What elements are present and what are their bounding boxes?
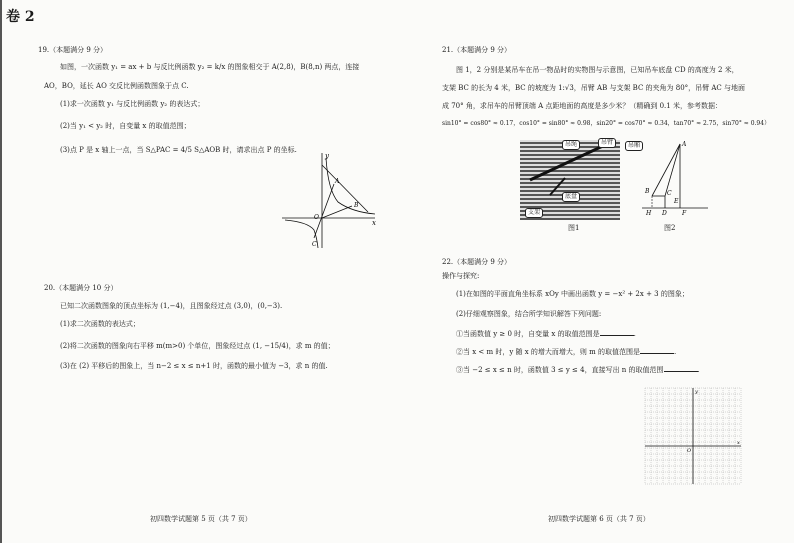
label-arm: 吊臂 xyxy=(598,138,616,148)
q22-sub3: ③当 −2 ≤ x ≤ n 时，函数值 3 ≤ y ≤ 4，直接写出 n 的取值范围 . xyxy=(456,366,700,374)
label-cab: 吊厢 xyxy=(625,141,643,151)
q19-line2: AO，BO，延长 AO 交反比例函数图象于点 C. xyxy=(44,82,189,90)
q21-line1: 图 1，2 分别是某吊车在吊一物品时的实物图与示意图，已知吊车底盘 CD 的高度为 2 米， xyxy=(456,66,739,74)
scan-edge xyxy=(0,0,2,543)
fig2-caption: 图2 xyxy=(664,224,676,232)
q19-part3: (3)点 P 是 x 轴上一点，当 S△PAC = 4/5 S△AOB 时，请求出点 P 的坐标. xyxy=(60,146,297,154)
line-ab xyxy=(322,165,368,212)
q21-line4: sin10° = cos80° ≈ 0.17，cos10° = sin80° ≈ 0.98，sin20° = cos70° ≈ 0.34，tan70° ≈ 2.75，sin70° ≈ 0.94） xyxy=(442,120,771,127)
fig2-label-c: C xyxy=(667,190,672,197)
fig2-label-e: E xyxy=(674,198,679,205)
q20-heading: 20.（本题满分 10 分） xyxy=(44,284,118,292)
grid-label-y: y xyxy=(695,389,698,395)
line-ob xyxy=(322,206,352,218)
q21-line3: 成 70° 角，求吊车的吊臂顶端 A 点距地面的高度是多少米？（精确到 0.1 米，参考数据： xyxy=(442,102,722,110)
q22-sub1: ①当函数值 y ≥ 0 时，自变量 x 的取值范围是 . xyxy=(456,330,636,338)
fig2-label-b: B xyxy=(645,188,650,195)
line-ac xyxy=(314,184,334,238)
q19-heading: 19.（本题满分 9 分） xyxy=(38,46,108,54)
left-footer: 初四数学试题第 5 页（共 7 页） xyxy=(150,515,252,523)
q19-graph xyxy=(280,150,380,250)
q22-coordinate-grid xyxy=(645,388,741,484)
q22-sub2: ②当 x < m 时，y 随 x 的增大而增大，则 m 的取值范围是 . xyxy=(456,348,677,356)
fig2-label-a: A xyxy=(682,141,687,148)
q19-part1: (1)求一次函数 y₁ 与反比例函数 y₂ 的表达式； xyxy=(60,100,205,108)
q22-intro: 操作与探究: xyxy=(442,272,480,280)
label-y: y xyxy=(325,152,329,160)
label-support: 支架 xyxy=(525,208,543,218)
label-c: C xyxy=(312,241,317,248)
label-a: A xyxy=(335,178,340,185)
q19-part2: (2)当 y₁ < y₂ 时，自变量 x 的取值范围； xyxy=(60,122,191,130)
grid-label-o: O xyxy=(687,448,692,454)
q19-line1: 如图，一次函数 y₁ = ax + b 与反比例函数 y₂ = k/x 的图象相交于 A(2,8)，B(8,n) 两点，连接 xyxy=(60,63,360,71)
right-footer: 初四数学试题第 6 页（共 7 页） xyxy=(548,515,650,523)
label-b: B xyxy=(354,202,359,209)
q20-part3: (3)在 (2) 平移后的图象上，当 n−2 ≤ x ≤ n+1 时，函数的最小值为 −3，求 n 的值. xyxy=(60,362,328,370)
label-rope: 吊绳 xyxy=(562,140,580,150)
q20-line1: 已知二次函数图象的顶点坐标为 (1,−4)，且图象经过点 (3,0)，(0,−3). xyxy=(60,302,283,310)
grid-label-x: x xyxy=(737,440,740,446)
q22-part1: (1)在如图的平面直角坐标系 xOy 中画出函数 y = −x² + 2x + 3 的图象； xyxy=(456,290,689,298)
q22-part2: (2)仔细观察图象，结合所学知识解答下列问题: xyxy=(456,310,602,318)
fig1-caption: 图1 xyxy=(568,224,580,232)
q21-line2: 支架 BC 的长为 4 米，BC 的坡度为 1:√3，吊臂 AB 与支架 BC 的夹角为 80°，吊臂 AC 与地面 xyxy=(442,84,746,92)
q21-heading: 21.（本题满分 9 分） xyxy=(442,46,512,54)
crane-diagram xyxy=(640,140,710,215)
label-x: x xyxy=(372,219,376,227)
q22-heading: 22.（本题满分 9 分） xyxy=(442,258,512,266)
paper-label: 卷 2 xyxy=(6,9,35,25)
label-chassis: 底盘 xyxy=(562,192,580,202)
q20-part1: (1)求二次函数的表达式； xyxy=(60,320,140,328)
fig2-label-h: H xyxy=(646,210,652,217)
fig2-label-f: F xyxy=(682,210,687,217)
label-o: O xyxy=(314,214,319,221)
q20-part2: (2)将二次函数的图象向右平移 m(m>0) 个单位，图象经过点 (1, −15/4)，求 m 的值； xyxy=(60,342,335,350)
fig2-label-d: D xyxy=(662,210,667,217)
